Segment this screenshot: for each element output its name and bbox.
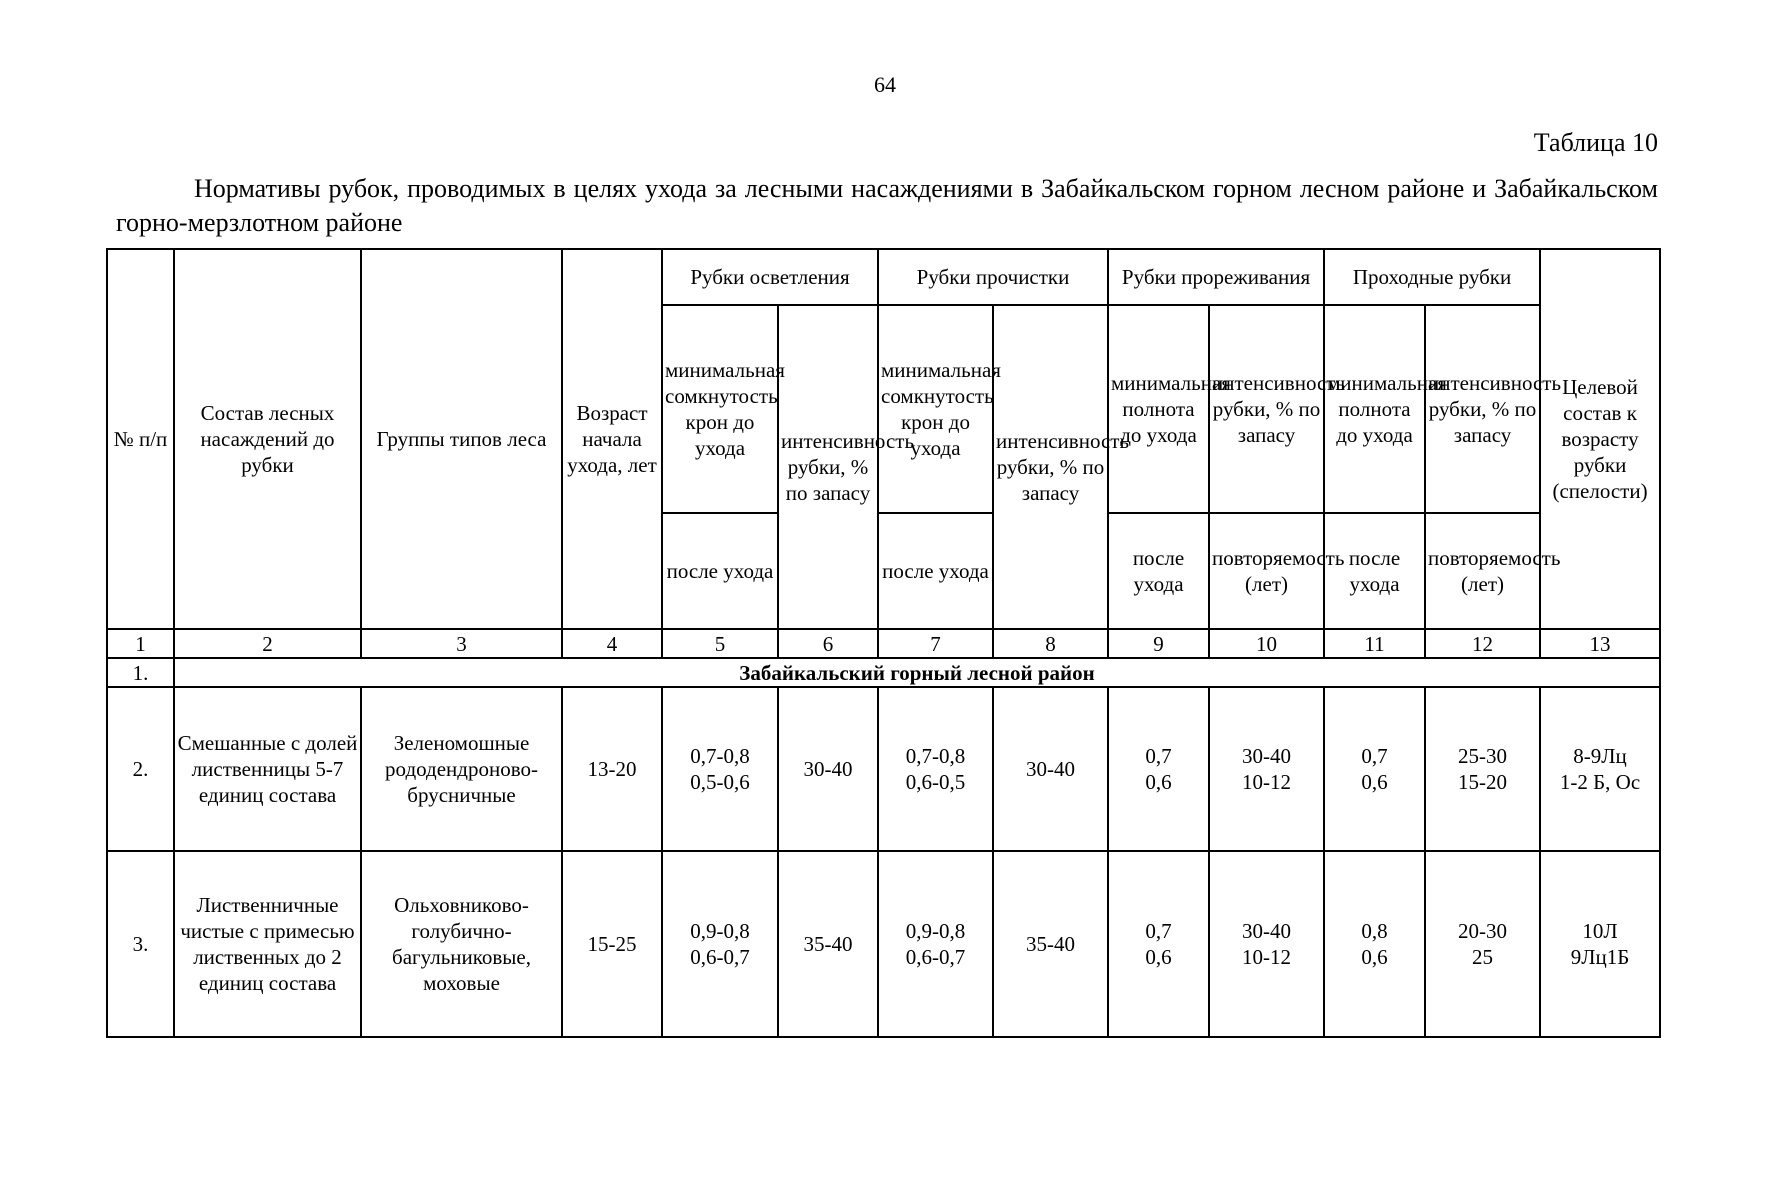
row-osv-density: 0,9-0,8 0,6-0,7 [662, 851, 778, 1037]
row-age: 15-25 [562, 851, 662, 1037]
row-prh-fullness: 0,8 0,6 [1324, 851, 1425, 1037]
header-prz-intensity: интенсивность рубки, % по запасу [1209, 305, 1324, 513]
header-composition: Состав лесных насаждений до рубки [174, 249, 361, 629]
header-prz-repeat: повторяемость (лет) [1209, 513, 1324, 629]
header-prh-repeat: повторяемость (лет) [1425, 513, 1540, 629]
row-target: 8-9Лц 1-2 Б, Ос [1540, 687, 1660, 851]
row-prh-fullness: 0,7 0,6 [1324, 687, 1425, 851]
row-pro-density: 0,7-0,8 0,6-0,5 [878, 687, 993, 851]
column-number: 8 [993, 629, 1108, 658]
column-number: 10 [1209, 629, 1324, 658]
header-target-composition: Целевой состав к возрасту рубки (спелости) [1540, 249, 1660, 629]
column-number: 13 [1540, 629, 1660, 658]
row-composition: Лиственничные чистые с примесью лиственных до 2 единиц состава [174, 851, 361, 1037]
header-prz-after: после ухода [1108, 513, 1209, 629]
row-num: 2. [107, 687, 174, 851]
row-prh-intensity: 25-30 15-20 [1425, 687, 1540, 851]
row-prz-intensity: 30-40 10-12 [1209, 851, 1324, 1037]
header-group-osvetleniya: Рубки осветления [662, 249, 878, 305]
row-osv-density: 0,7-0,8 0,5-0,6 [662, 687, 778, 851]
header-prh-after: после ухода [1324, 513, 1425, 629]
row-pro-intensity: 30-40 [993, 687, 1108, 851]
column-number: 11 [1324, 629, 1425, 658]
row-prz-intensity: 30-40 10-12 [1209, 687, 1324, 851]
header-num: № п/п [107, 249, 174, 629]
header-osv-intensity: интенсивность рубки, % по запасу [778, 305, 878, 629]
row-target: 10Л 9Лц1Б [1540, 851, 1660, 1037]
row-forest-type: Ольховниково-голубично-багульниковые, моховые [361, 851, 562, 1037]
table-row [107, 851, 1660, 1037]
column-number: 3 [361, 629, 562, 658]
header-prz-min-fullness: минимальная полнота до ухода [1108, 305, 1209, 513]
region-row [107, 658, 1660, 687]
column-number: 4 [562, 629, 662, 658]
header-pro-intensity: интенсивность рубки, % по запасу [993, 305, 1108, 629]
header-osv-after: после ухода [662, 513, 778, 629]
column-numbers-row [107, 629, 1660, 658]
header-row-groups [107, 249, 1660, 305]
row-prz-fullness: 0,7 0,6 [1108, 851, 1209, 1037]
row-num: 3. [107, 851, 174, 1037]
header-forest-type: Группы типов леса [361, 249, 562, 629]
column-number: 7 [878, 629, 993, 658]
row-composition: Смешанные с долей лиственницы 5-7 единиц состава [174, 687, 361, 851]
header-pro-min-density: минимальная сомкнутость крон до ухода [878, 305, 993, 513]
column-number: 6 [778, 629, 878, 658]
column-number: 5 [662, 629, 778, 658]
header-group-prochistki: Рубки прочистки [878, 249, 1108, 305]
region-num: 1. [107, 658, 174, 687]
row-prz-fullness: 0,7 0,6 [1108, 687, 1209, 851]
page-number: 64 [874, 72, 896, 97]
header-prh-intensity: интенсивность рубки, % по запасу [1425, 305, 1540, 513]
column-number: 12 [1425, 629, 1540, 658]
row-forest-type: Зеленомошные рододендроново-брусничные [361, 687, 562, 851]
column-number: 1 [107, 629, 174, 658]
header-start-age: Возраст начала ухода, лет [562, 249, 662, 629]
column-number: 2 [174, 629, 361, 658]
header-pro-after: после ухода [878, 513, 993, 629]
row-pro-density: 0,9-0,8 0,6-0,7 [878, 851, 993, 1037]
header-group-prorezhivaniya: Рубки прореживания [1108, 249, 1324, 305]
row-osv-intensity: 35-40 [778, 851, 878, 1037]
row-pro-intensity: 35-40 [993, 851, 1108, 1037]
header-osv-min-density: минимальная сомкнутость крон до ухода [662, 305, 778, 513]
document-title: Нормативы рубок, проводимых в целях ухода за лесными насаждениями в Забайкальском горном лесном районе и Забайкальском горно-мерзлотном районе [116, 174, 1658, 237]
norms-table [106, 248, 1661, 1038]
region-name: Забайкальский горный лесной район [174, 658, 1660, 687]
header-group-prohodnye: Проходные рубки [1324, 249, 1540, 305]
row-age: 13-20 [562, 687, 662, 851]
row-prh-intensity: 20-30 25 [1425, 851, 1540, 1037]
column-number: 9 [1108, 629, 1209, 658]
table-row [107, 687, 1660, 851]
row-osv-intensity: 30-40 [778, 687, 878, 851]
header-prh-min-fullness: минимальная полнота до ухода [1324, 305, 1425, 513]
table-label: Таблица 10 [1533, 128, 1658, 157]
